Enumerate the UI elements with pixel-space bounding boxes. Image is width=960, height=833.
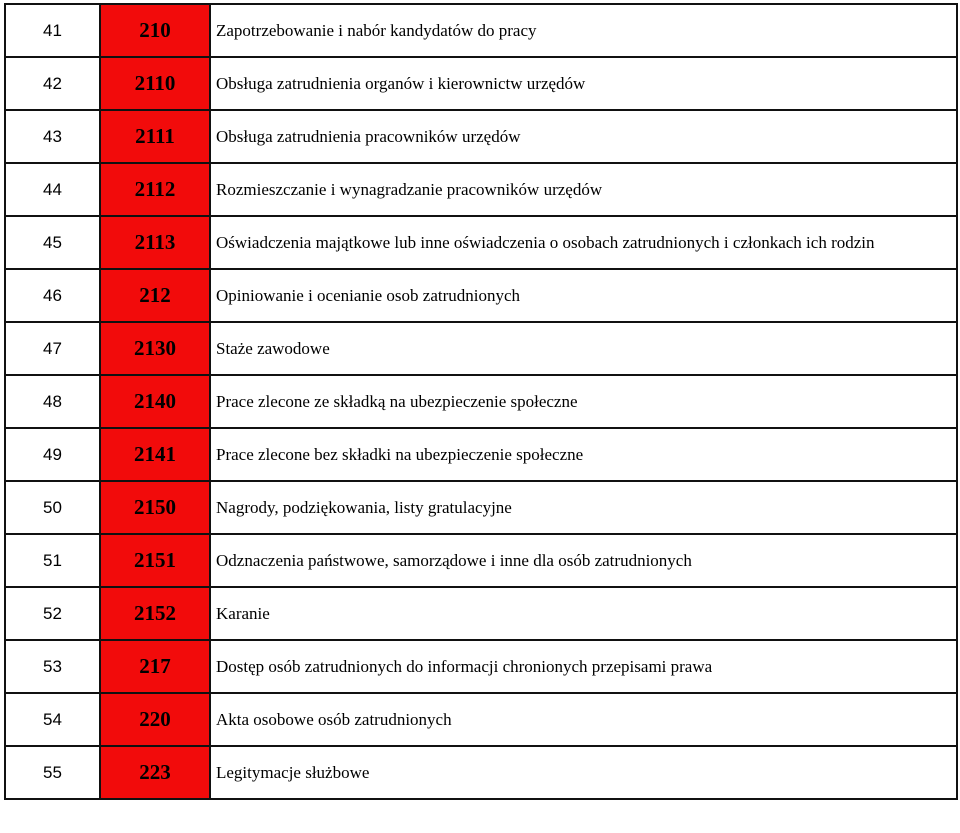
category-symbol-cell: 2141 [100,428,210,481]
table-row [5,428,957,481]
row-number-cell: 53 [5,640,100,693]
table-row [5,640,957,693]
category-name-cell: Prace zlecone ze składką na ubezpieczenie społeczne [210,375,957,428]
category-name-cell: Karanie [210,587,957,640]
category-symbol-cell: 2140 [100,375,210,428]
table-row [5,746,957,799]
category-symbol-cell: 217 [100,640,210,693]
row-number-cell: 42 [5,57,100,110]
category-symbol-cell: 2151 [100,534,210,587]
row-number-cell: 48 [5,375,100,428]
category-symbol-cell: 223 [100,746,210,799]
category-name-cell: Akta osobowe osób zatrudnionych [210,693,957,746]
category-name-cell: Oświadczenia majątkowe lub inne oświadczenia o osobach zatrudnionych i członkach ich rodzin [210,216,957,269]
archive-classification-table [4,3,958,800]
table-row [5,322,957,375]
row-number-cell: 52 [5,587,100,640]
row-number-cell: 41 [5,4,100,57]
category-name-cell: Zapotrzebowanie i nabór kandydatów do pracy [210,4,957,57]
category-name-cell: Prace zlecone bez składki na ubezpieczenie społeczne [210,428,957,481]
category-symbol-cell: 212 [100,269,210,322]
category-symbol-cell: 2111 [100,110,210,163]
category-name-cell: Staże zawodowe [210,322,957,375]
row-number-cell: 43 [5,110,100,163]
table-row [5,4,957,57]
table-row [5,481,957,534]
category-symbol-cell: 2110 [100,57,210,110]
row-number-cell: 50 [5,481,100,534]
table-body [5,4,957,799]
table-row [5,57,957,110]
category-name-cell: Nagrody, podziękowania, listy gratulacyjne [210,481,957,534]
row-number-cell: 45 [5,216,100,269]
category-name-cell: Dostęp osób zatrudnionych do informacji chronionych przepisami prawa [210,640,957,693]
category-name-cell: Obsługa zatrudnienia pracowników urzędów [210,110,957,163]
category-symbol-cell: 220 [100,693,210,746]
category-symbol-cell: 2150 [100,481,210,534]
category-symbol-cell: 2130 [100,322,210,375]
table-row [5,587,957,640]
row-number-cell: 54 [5,693,100,746]
category-name-cell: Legitymacje służbowe [210,746,957,799]
category-name-cell: Opiniowanie i ocenianie osob zatrudnionych [210,269,957,322]
category-name-cell: Odznaczenia państwowe, samorządowe i inne dla osób zatrudnionych [210,534,957,587]
table-row [5,693,957,746]
category-symbol-cell: 2152 [100,587,210,640]
category-name-cell: Obsługa zatrudnienia organów i kierownictw urzędów [210,57,957,110]
row-number-cell: 49 [5,428,100,481]
table-row [5,534,957,587]
table-row [5,216,957,269]
table-row [5,269,957,322]
document-page [4,3,958,800]
category-name-cell: Rozmieszczanie i wynagradzanie pracowników urzędów [210,163,957,216]
row-number-cell: 44 [5,163,100,216]
table-row [5,375,957,428]
row-number-cell: 46 [5,269,100,322]
category-symbol-cell: 210 [100,4,210,57]
category-symbol-cell: 2113 [100,216,210,269]
table-row [5,163,957,216]
category-symbol-cell: 2112 [100,163,210,216]
row-number-cell: 51 [5,534,100,587]
row-number-cell: 47 [5,322,100,375]
row-number-cell: 55 [5,746,100,799]
table-row [5,110,957,163]
